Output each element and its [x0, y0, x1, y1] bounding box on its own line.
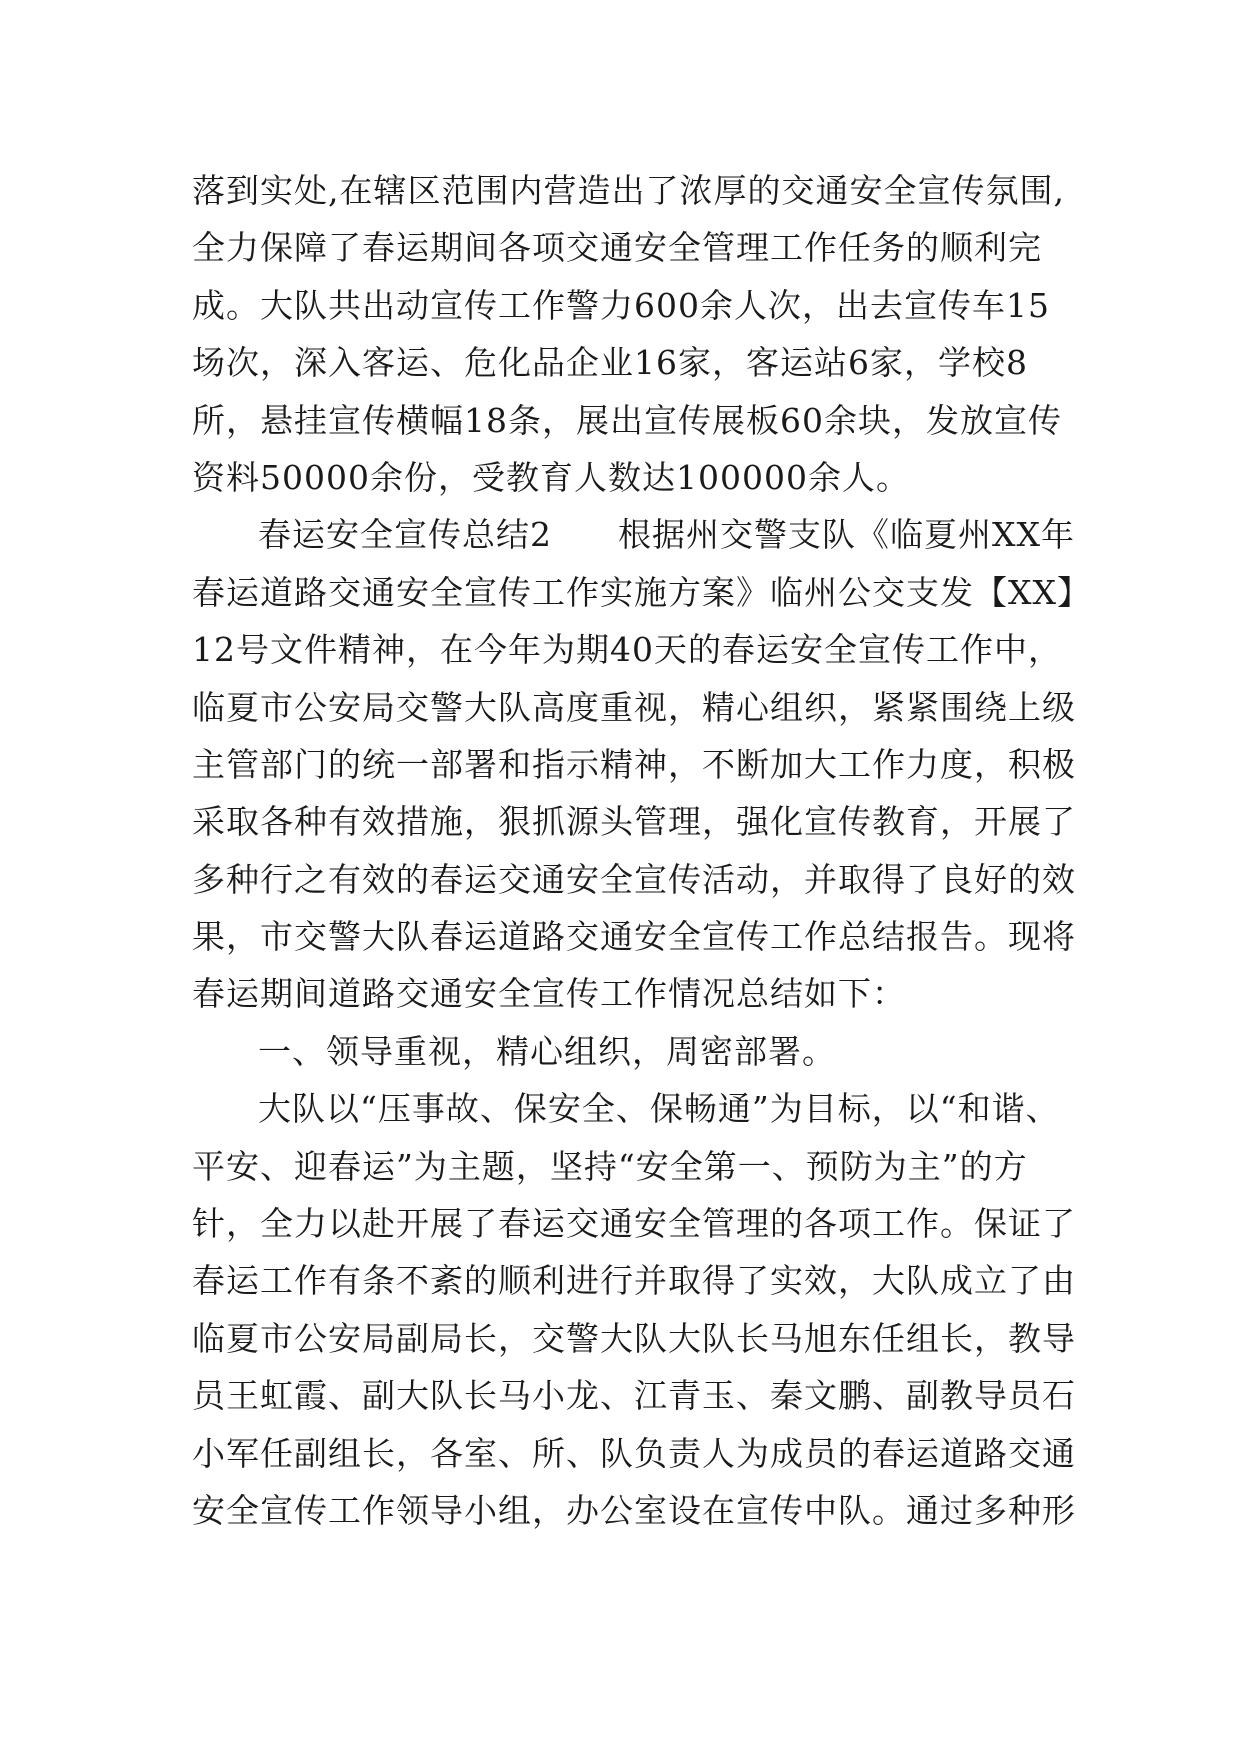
- text-line: 安全宣传工作领导小组，办公室设在宣传中队。通过多种形: [192, 1490, 1076, 1530]
- text-line: 12号文件精神，在今年为期40天的春运安全宣传工作中，: [192, 630, 1062, 670]
- section-heading-line: [192, 506, 1075, 563]
- text-line: 成。大队共出动宣传工作警力600余人次，出去宣传车15: [192, 285, 1050, 325]
- document-body: [192, 162, 1091, 1539]
- text-line: 落到实处,在辖区范围内营造出了浓厚的交通安全宣传氛围,: [192, 171, 1065, 210]
- text-line: 大队以“压事故、保安全、保畅通”为目标，以“和谐、: [258, 1089, 1060, 1129]
- text-line: 果，市交警大队春运道路交通安全宣传工作总结报告。现将: [192, 917, 1076, 957]
- text-line: 资料50000余份，受教育人数达100000余人。: [192, 457, 910, 497]
- text-line-segment: 根据州交警支队《临夏州XX年: [618, 515, 1075, 555]
- subheading-line: 一、领导重视，精心组织，周密部署。: [258, 1031, 836, 1071]
- text-line: 临夏市公安局副局长，交警大队大队长马旭东任组长，教导: [192, 1318, 1076, 1358]
- text-line: 采取各种有效措施，狠抓源头管理，强化宣传教育，开展了: [192, 802, 1076, 842]
- text-line: 多种行之有效的春运交通安全宣传活动，并取得了良好的效: [192, 859, 1076, 899]
- text-line: 平安、迎春运”为主题，坚持“安全第一、预防为主”的方: [192, 1146, 1028, 1186]
- text-line: 春运工作有条不紊的顺利进行并取得了实效，大队成立了由: [192, 1261, 1076, 1301]
- text-line: 员王虹霞、副大队长马小龙、江青玉、秦文鹏、副教导员石: [192, 1376, 1076, 1416]
- text-line: 针，全力以赴开展了春运交通安全管理的各项工作。保证了: [192, 1204, 1076, 1244]
- text-line: 春运道路交通安全宣传工作实施方案》临州公交支发【XX】: [192, 572, 1091, 612]
- text-line: 临夏市公安局交警大队高度重视，精心组织，紧紧围绕上级: [192, 687, 1076, 727]
- text-line: 春运期间道路交通安全宣传工作情况总结如下：: [192, 974, 906, 1014]
- text-line: 主管部门的统一部署和指示精神，不断加大工作力度，积极: [192, 744, 1076, 784]
- text-line: 场次，深入客运、危化品企业16家，客运站6家，学校8: [192, 343, 1028, 383]
- text-line: 所，悬挂宣传横幅18条，展出宣传展板60余块，发放宣传: [192, 400, 1062, 440]
- section-title: 春运安全宣传总结2: [258, 515, 552, 555]
- text-line: 小军任副组长，各室、所、队负责人为成员的春运道路交通: [192, 1433, 1076, 1473]
- text-line: 全力保障了春运期间各项交通安全管理工作任务的顺利完: [192, 228, 1042, 268]
